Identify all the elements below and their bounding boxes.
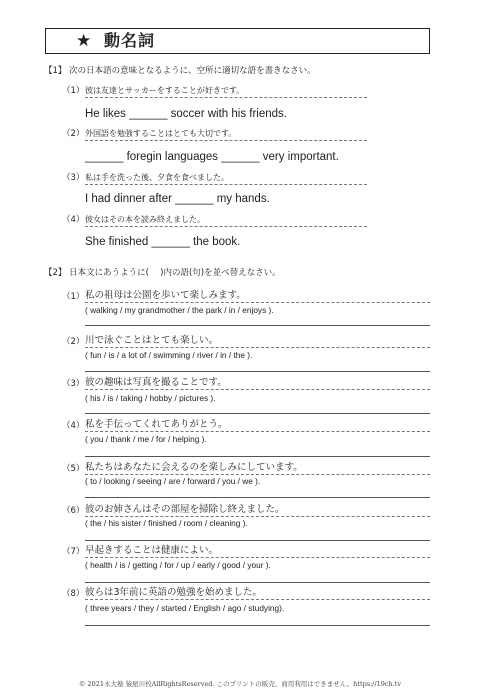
item-number: （8） bbox=[62, 589, 85, 599]
word-list: ( you / thank / me / for / helping ). bbox=[85, 434, 207, 444]
word-list: ( fun / is / a lot of / swimming / river / in / the ). bbox=[85, 350, 253, 360]
star-icon: ★ bbox=[76, 31, 92, 51]
item-number: （1） bbox=[62, 292, 85, 302]
answer-line bbox=[85, 582, 430, 583]
word-list: ( three years / they / started / English / ago / studying). bbox=[85, 603, 285, 613]
answer-line bbox=[85, 456, 430, 457]
page-title: 動名詞 bbox=[104, 31, 156, 50]
answer-line bbox=[85, 413, 430, 414]
japanese-sentence: 彼らは3年前に英語の勉強を始めました。 bbox=[85, 586, 430, 600]
word-list: ( to / looking / seeing / are / forward / you / we ). bbox=[85, 476, 261, 486]
item-number: （7） bbox=[62, 547, 85, 557]
english-sentence: He likes ______ soccer with his friends. bbox=[85, 108, 287, 120]
section1-instruction: 【1】 次の日本語の意味となるように、空所に適切な語を書きなさい。 bbox=[44, 66, 316, 76]
english-sentence: I had dinner after ______ my hands. bbox=[85, 193, 270, 205]
item-number: （6） bbox=[62, 506, 85, 516]
item-number: （2） bbox=[62, 337, 85, 347]
item-number: （5） bbox=[62, 464, 85, 474]
japanese-sentence: 彼のお姉さんはその部屋を掃除し終えました。 bbox=[85, 503, 430, 517]
answer-line bbox=[85, 371, 430, 372]
item-number: （4） bbox=[62, 215, 85, 225]
japanese-sentence: 彼の趣味は写真を撮ることです。 bbox=[85, 376, 430, 390]
word-list: ( the / his sister / finished / room / cleaning ). bbox=[85, 518, 248, 528]
japanese-sentence: 外国語を勉強することはとても大切です。 bbox=[85, 128, 367, 141]
english-sentence: She finished ______ the book. bbox=[85, 236, 241, 248]
japanese-sentence: 彼女はその本を読み終えました。 bbox=[85, 214, 367, 227]
item-number: （3） bbox=[62, 173, 85, 183]
word-list: ( walking / my grandmother / the park / in / enjoys ). bbox=[85, 305, 274, 315]
item-number: （4） bbox=[62, 421, 85, 431]
title-box bbox=[45, 28, 430, 54]
answer-line bbox=[85, 497, 430, 498]
item-number: （2） bbox=[62, 129, 85, 139]
answer-line bbox=[85, 540, 430, 541]
japanese-sentence: 私は手を洗った後、夕食を食べました。 bbox=[85, 172, 367, 185]
word-list: ( health / is / getting / for / up / early / good / your ). bbox=[85, 560, 271, 570]
item-number: （1） bbox=[62, 86, 85, 96]
japanese-sentence: 早起きすることは健康によい。 bbox=[85, 544, 430, 558]
japanese-sentence: 私の祖母は公園を歩いて楽しみます。 bbox=[85, 289, 430, 303]
word-list: ( his / is / taking / hobby / pictures ). bbox=[85, 393, 216, 403]
japanese-sentence: 川で泳ぐことはとても楽しい。 bbox=[85, 334, 430, 348]
japanese-sentence: 私たちはあなたに会えるのを楽しみにしています。 bbox=[85, 461, 430, 475]
japanese-sentence: 私を手伝ってくれてありがとう。 bbox=[85, 418, 430, 432]
japanese-sentence: 彼は友達とサッカーをすることが好きです。 bbox=[85, 85, 367, 98]
answer-line bbox=[85, 625, 430, 626]
section2-instruction: 【2】 日本文にあうように( )内の語(句)を並べ替えなさい。 bbox=[44, 268, 281, 278]
copyright-footer: © 2021永大塾 猿屋川校AllRightsReserved. このプリントの販売、商用利用はできません。https://19ch.tv bbox=[78, 680, 402, 688]
english-sentence: ______ foregin languages ______ very important. bbox=[85, 151, 339, 163]
answer-line bbox=[85, 325, 430, 326]
item-number: （3） bbox=[62, 379, 85, 389]
